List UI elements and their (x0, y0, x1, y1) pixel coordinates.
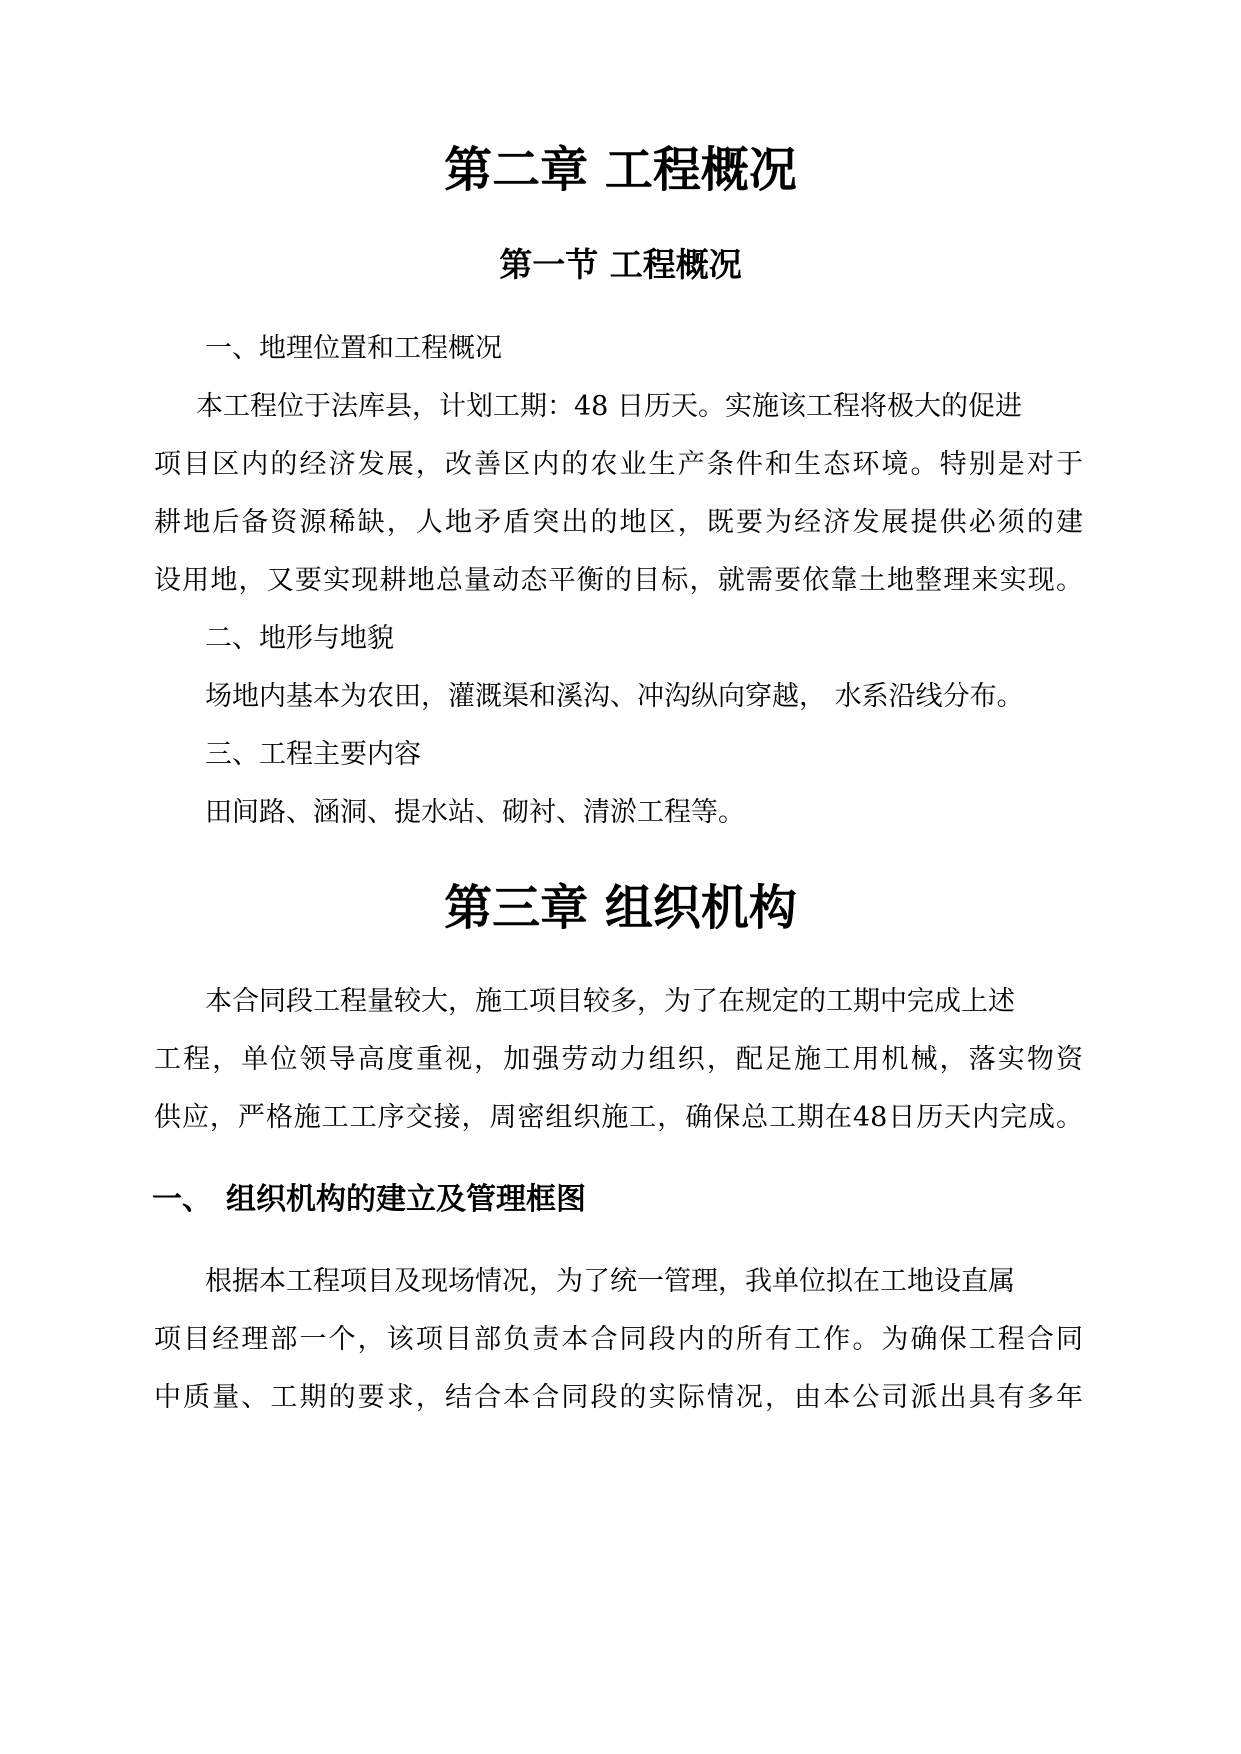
item-2-text: 场地内基本为农田，灌溉渠和溪沟、冲沟纵向穿越， 水系沿线分布。 (205, 681, 1024, 712)
item-1-paragraph-line-2: 项目区内的经济发展，改善区内的农业生产条件和生态环境。特别是对于 (154, 449, 1083, 480)
chapter-2-section-1-title: 第一节 工程概况 (499, 245, 742, 284)
section-1-paragraph-line-3: 中质量、工期的要求，结合本合同段的实际情况，由本公司派出具有多年 (154, 1382, 1083, 1413)
chapter-3-intro-line-1: 本合同段工程量较大，施工项目较多，为了在规定的工期中完成上述 (205, 986, 1015, 1017)
item-3-heading: 三、工程主要内容 (205, 739, 421, 770)
chapter-3-title: 第三章 组织机构 (444, 880, 797, 936)
section-1-number: 一、 (152, 1182, 212, 1217)
item-1-heading: 一、地理位置和工程概况 (205, 333, 502, 364)
item-1-paragraph-line-3: 耕地后备资源稀缺，人地矛盾突出的地区，既要为经济发展提供必须的建 (154, 507, 1083, 538)
item-2-heading: 二、地形与地貌 (205, 623, 394, 654)
chapter-2-title: 第二章 工程概况 (444, 142, 797, 198)
item-1-paragraph-line-4: 设用地，又要实现耕地总量动态平衡的目标，就需要依靠土地整理来实现。 (154, 565, 1083, 596)
item-3-text: 田间路、涵洞、提水站、砌衬、清淤工程等。 (205, 797, 745, 828)
chapter-3-intro-line-3: 供应，严格施工工序交接，周密组织施工，确保总工期在48日历天内完成。 (154, 1102, 1083, 1133)
section-1-paragraph-line-1: 根据本工程项目及现场情况，为了统一管理，我单位拟在工地设直属 (205, 1266, 1015, 1297)
section-1-paragraph-line-2: 项目经理部一个，该项目部负责本合同段内的所有工作。为确保工程合同 (154, 1324, 1083, 1355)
item-1-paragraph-line-1: 本工程位于法库县，计划工期：48 日历天。实施该工程将极大的促进 (196, 391, 1022, 422)
chapter-3-intro-line-2: 工程，单位领导高度重视，加强劳动力组织，配足施工用机械，落实物资 (154, 1044, 1083, 1075)
section-1-title: 组织机构的建立及管理框图 (226, 1182, 586, 1217)
